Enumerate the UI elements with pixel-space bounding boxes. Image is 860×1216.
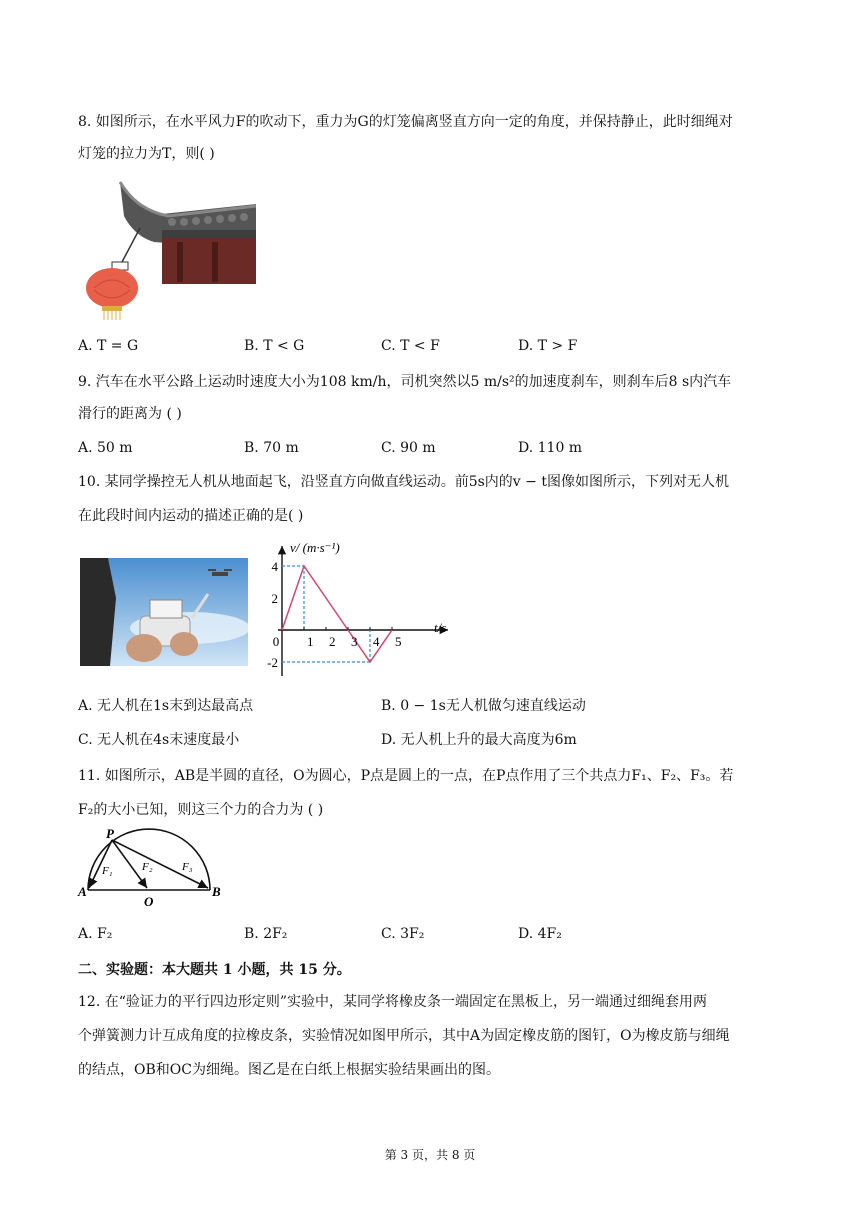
q10-option-d[interactable]: D. 无人机上升的最大高度为6m	[381, 732, 577, 748]
drone-photo	[80, 558, 248, 666]
q8-options	[78, 334, 790, 358]
x-axis-label: t/s	[434, 620, 447, 635]
q9-option-c[interactable]: C. 90 m	[381, 440, 436, 456]
q8-option-b[interactable]: B. T < G	[244, 338, 305, 354]
q10-stem-line2: 在此段时间内运动的描述正确的是( )	[78, 508, 304, 524]
label-b: B	[212, 884, 221, 899]
q9-options	[78, 436, 790, 460]
x-tick-label: 1	[307, 634, 314, 649]
x-tick-label: 3	[351, 634, 358, 649]
q8-option-c[interactable]: C. T < F	[381, 338, 440, 354]
y-tick-label: 4	[271, 559, 278, 574]
q12-line1: 12. 在“验证力的平行四边形定则”实验中，某同学将橡皮条一端固定在黑板上，另一端通过细绳套用两	[78, 994, 708, 1010]
q10-option-c[interactable]: C. 无人机在4s末速度最小	[78, 732, 240, 748]
q9-stem-line1: 9. 汽车在水平公路上运动时速度大小为108 km/h，司机突然以5 m/s²的加速度刹车，则刹车后8 s内汽车	[78, 374, 732, 390]
lantern-figure	[82, 180, 256, 320]
vt-chart	[262, 538, 462, 678]
label-o: O	[144, 894, 154, 909]
y-axis-label: v/ (m·s⁻¹)	[290, 540, 340, 555]
label-f2: F₂	[142, 861, 153, 873]
q9-option-b[interactable]: B. 70 m	[244, 440, 299, 456]
q8-option-a[interactable]: A. T = G	[78, 338, 139, 354]
q10-option-a[interactable]: A. 无人机在1s末到达最高点	[78, 698, 254, 714]
q11-option-a[interactable]: A. F₂	[78, 926, 113, 942]
q11-stem-line1: 11. 如图所示，AB是半圆的直径，O为圆心，P点是圆上的一点，在P点作用了三个共点力F₁、F₂、F₃。若	[78, 768, 734, 784]
q8-stem-line1: 8. 如图所示，在水平风力F的吹动下，重力为G的灯笼偏离竖直方向一定的角度，并保持静止，此时细绳对	[78, 114, 733, 130]
q9-option-a[interactable]: A. 50 m	[78, 440, 133, 456]
x-tick-label: 5	[395, 634, 402, 649]
q12-line2: 个弹簧测力计互成角度的拉橡皮条，实验情况如图甲所示，其中A为固定橡皮筋的图钉，O为橡皮筋与细绳	[78, 1028, 730, 1044]
q8-stem-line2: 灯笼的拉力为T，则( )	[78, 146, 215, 162]
y-tick-label: 2	[271, 591, 278, 606]
vt-chart-svg	[262, 538, 462, 678]
q11-options	[78, 922, 790, 946]
q9-stem-line2: 滑行的距离为 ( )	[78, 406, 182, 422]
q10-option-b[interactable]: B. 0 − 1s无人机做匀速直线运动	[381, 698, 586, 714]
section2-heading: 二、实验题：本大题共 1 小题，共 15 分。	[78, 962, 351, 978]
label-a: A	[78, 884, 87, 899]
label-f1: F₁	[102, 865, 113, 877]
q8-option-d[interactable]: D. T > F	[518, 338, 578, 354]
q11-stem-line2: F₂的大小已知，则这三个力的合力为 ( )	[78, 802, 324, 818]
q10-options-row2	[78, 728, 790, 752]
page-footer: 第 3 页，共 8 页	[384, 1148, 476, 1162]
label-f3: F₃	[182, 861, 193, 873]
q11-option-d[interactable]: D. 4F₂	[518, 926, 562, 942]
y-tick-label: -2	[267, 655, 278, 670]
x-tick-label: 0	[272, 634, 280, 649]
x-tick-label: 4	[373, 634, 380, 649]
q9-option-d[interactable]: D. 110 m	[518, 440, 583, 456]
semicircle-figure	[76, 826, 226, 910]
q10-stem-line1: 10. 某同学操控无人机从地面起飞，沿竖直方向做直线运动。前5s内的v − t图像如图所示，下列对无人机	[78, 474, 729, 490]
x-tick-label: 2	[329, 634, 336, 649]
q12-line3: 的结点，OB和OC为细绳。图乙是在白纸上根据实验结果画出的图。	[78, 1062, 500, 1078]
q11-option-b[interactable]: B. 2F₂	[244, 926, 288, 942]
q10-options-row1	[78, 694, 790, 718]
q11-option-c[interactable]: C. 3F₂	[381, 926, 425, 942]
label-p: P	[106, 826, 114, 841]
